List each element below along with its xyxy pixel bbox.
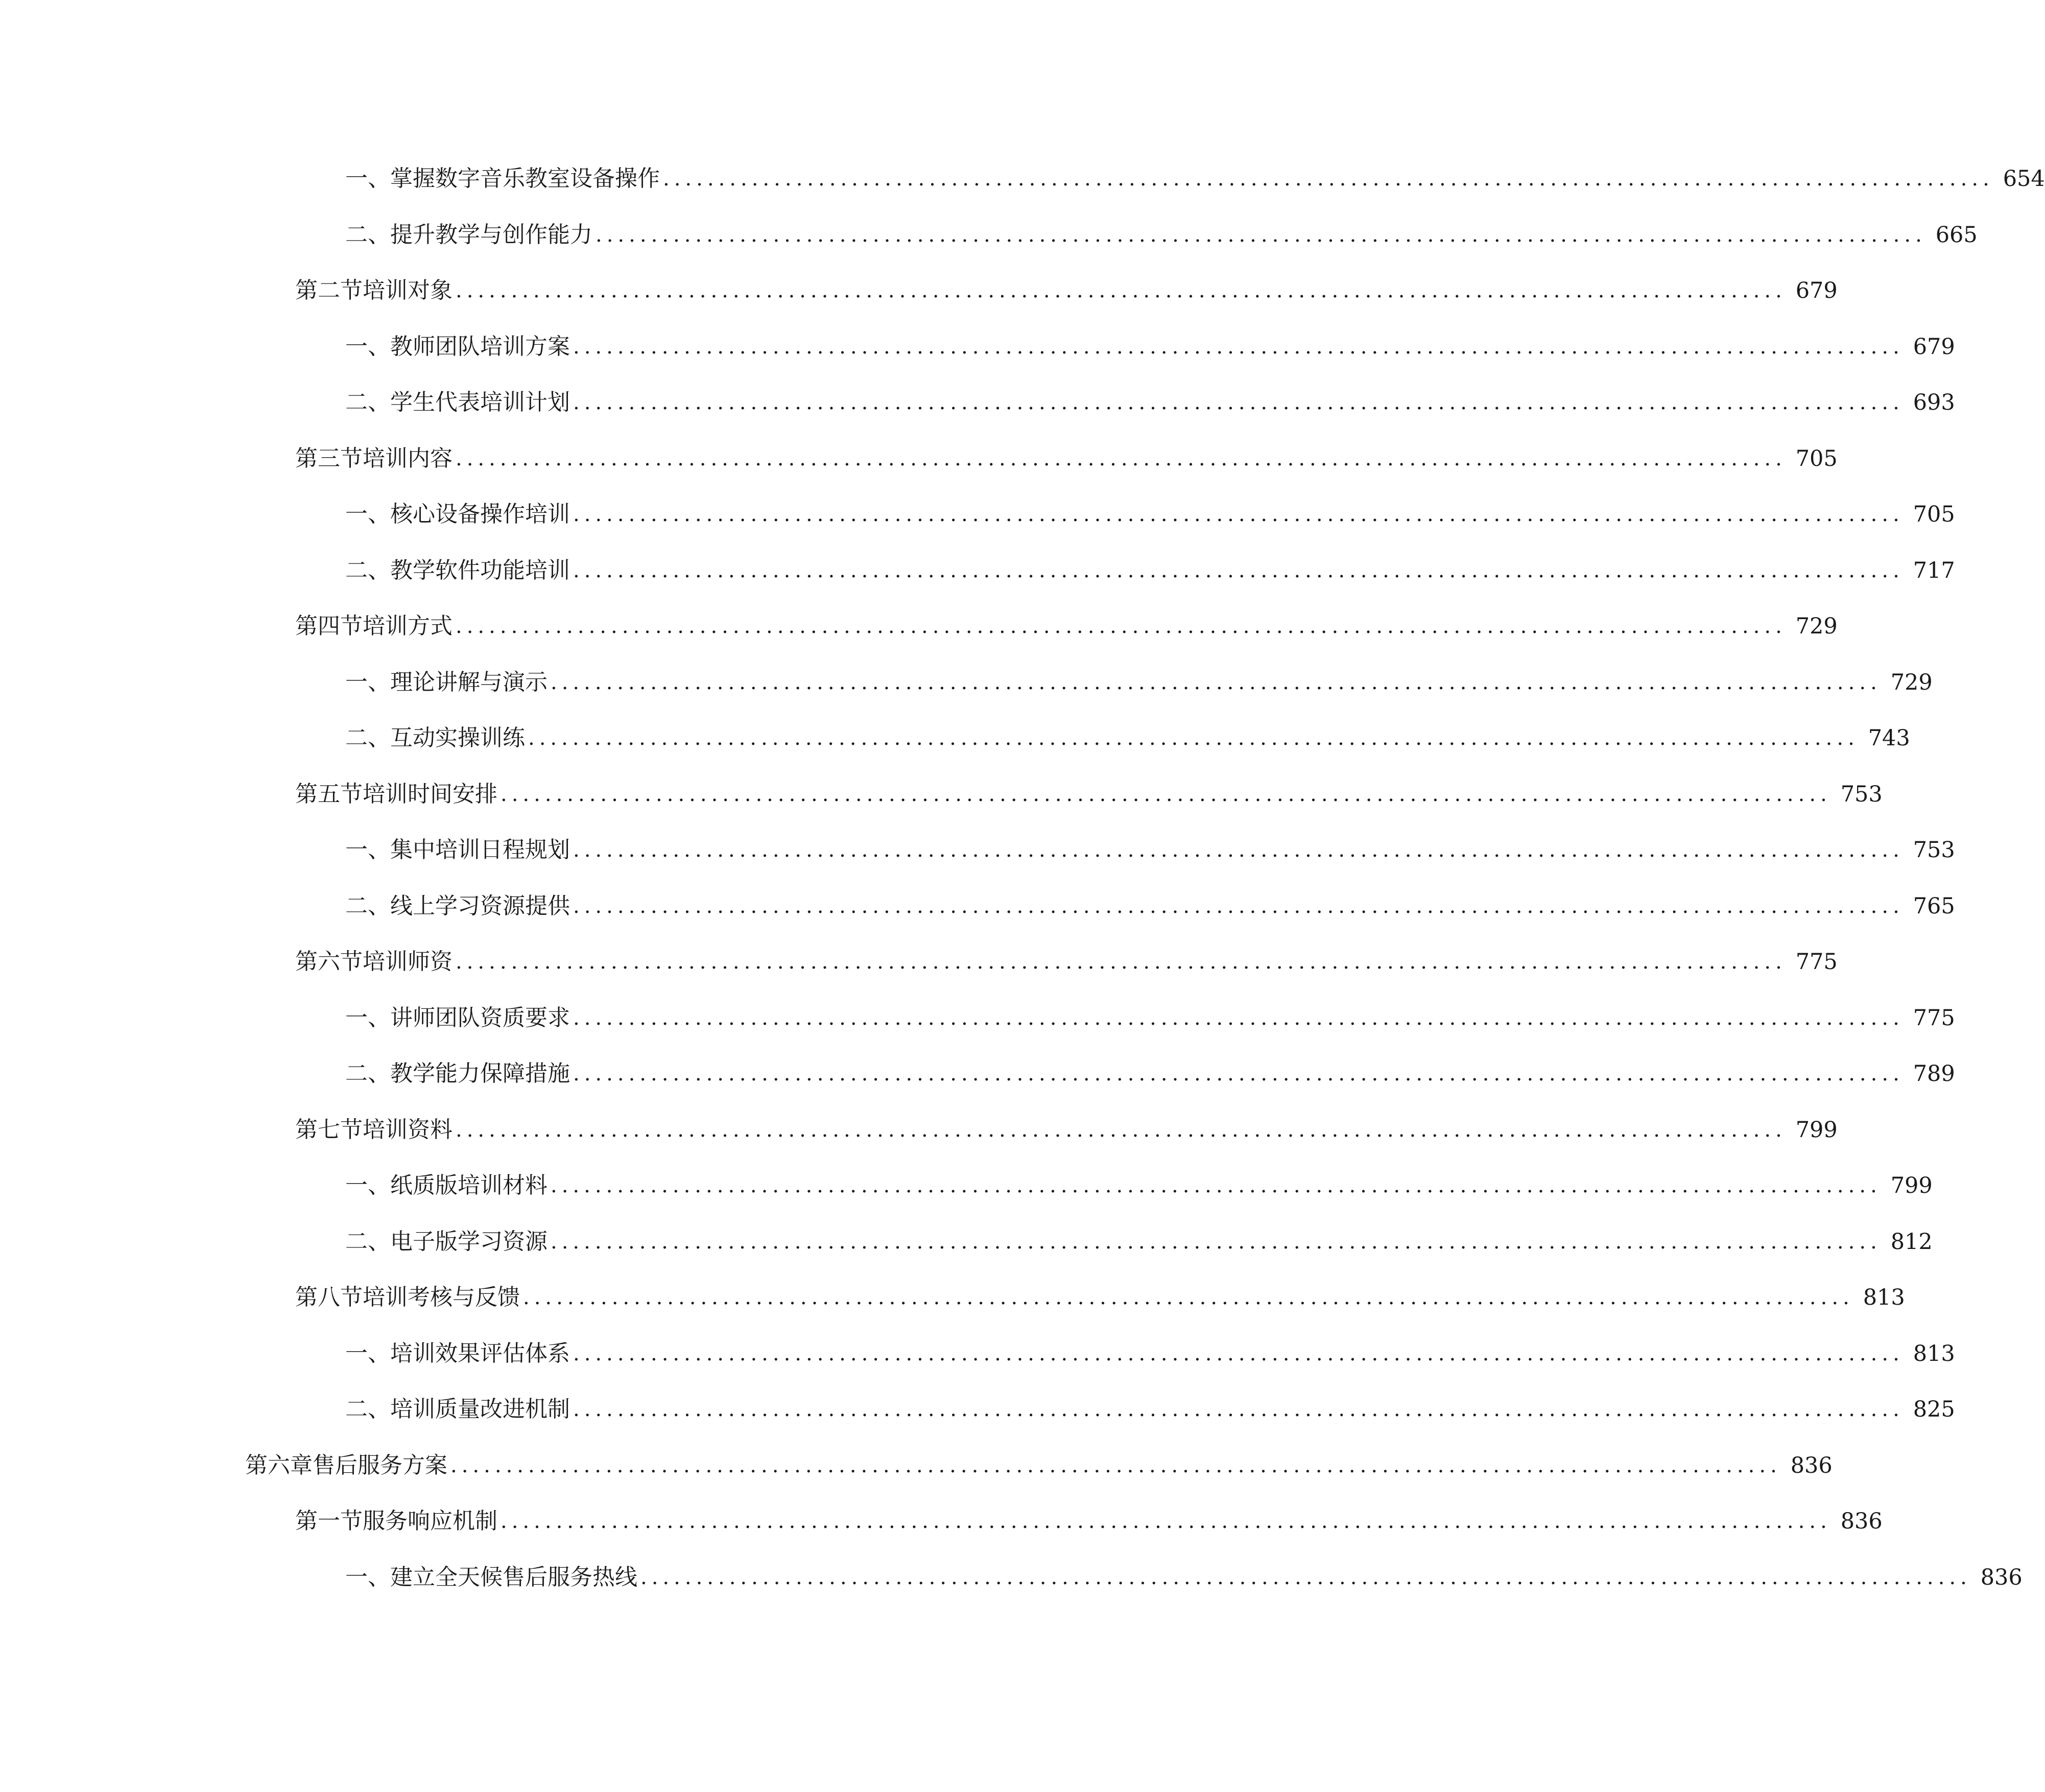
dot-leader: ........................................................................................................................ — [573, 503, 1904, 526]
toc-entry-title: 培训时间安排 — [363, 781, 497, 807]
toc-entry-page-number: 665 — [1935, 222, 1978, 248]
dot-leader: ........................................................................................................................ — [551, 670, 1882, 694]
toc-entry-title: 建立全天候售后服务热线 — [390, 1564, 637, 1590]
toc-entry-item[interactable] — [345, 1389, 1955, 1430]
toc-entry-number: 二、 — [345, 1396, 390, 1422]
toc-entry-title: 培训考核与反馈 — [363, 1284, 520, 1310]
toc-entry-title: 培训方式 — [363, 613, 453, 639]
toc-entry-title: 教学软件功能培训 — [390, 557, 570, 583]
toc-entry-title: 互动实操训练 — [390, 725, 525, 751]
toc-entry-page-number: 753 — [1840, 781, 1883, 807]
toc-entry-number: 一、 — [345, 1004, 390, 1031]
dot-leader: ........................................................................................................................ — [573, 1006, 1904, 1030]
toc-entry-title: 纸质版培训材料 — [390, 1172, 548, 1198]
toc-entry-number: 第二节 — [295, 277, 363, 303]
dot-leader: ........................................................................................................................ — [551, 1230, 1882, 1254]
dot-leader: ........................................................................................................................ — [450, 1453, 1781, 1477]
toc-entry-item[interactable] — [345, 1221, 1933, 1262]
toc-entry-page-number: 836 — [1790, 1452, 1833, 1478]
toc-entry-number: 二、 — [345, 1060, 390, 1087]
toc-entry-page-number: 789 — [1913, 1061, 1955, 1087]
toc-entry-item[interactable] — [345, 886, 1955, 927]
dot-leader: ........................................................................................................................ — [573, 894, 1904, 918]
toc-entry-number: 一、 — [345, 1172, 390, 1198]
toc-entry-number: 第一节 — [295, 1508, 363, 1534]
dot-leader: ........................................................................................................................ — [501, 782, 1832, 806]
toc-entry-number: 二、 — [345, 892, 390, 919]
toc-entry-section[interactable] — [295, 774, 1883, 815]
toc-entry-page-number: 679 — [1913, 334, 1955, 360]
dot-leader: ........................................................................................................................ — [573, 1398, 1904, 1421]
toc-entry-page-number: 813 — [1913, 1340, 1955, 1366]
toc-entry-title: 培训师资 — [363, 949, 453, 975]
toc-entry-title: 核心设备操作培训 — [390, 501, 570, 527]
dot-leader: ........................................................................................................................ — [573, 1062, 1904, 1086]
toc-entry-section[interactable] — [295, 606, 1838, 647]
dot-leader: ........................................................................................................................ — [456, 615, 1787, 638]
toc-entry-section[interactable] — [295, 1110, 1838, 1150]
dot-leader: ........................................................................................................................ — [456, 1118, 1787, 1142]
toc-entry-number: 一、 — [345, 1564, 390, 1590]
toc-entry-title: 集中培训日程规划 — [390, 837, 570, 863]
toc-entry-title: 理论讲解与演示 — [390, 669, 548, 695]
toc-entry-item[interactable] — [345, 215, 1978, 255]
toc-entry-title: 培训内容 — [363, 445, 453, 471]
toc-entry-number: 二、 — [345, 725, 390, 751]
toc-entry-page-number: 836 — [1980, 1564, 2023, 1590]
toc-entry-item[interactable] — [345, 326, 1955, 367]
dot-leader: ........................................................................................................................ — [573, 391, 1904, 414]
toc-entry-title: 服务响应机制 — [363, 1508, 497, 1534]
toc-entry-number: 第八节 — [295, 1284, 363, 1310]
toc-entry-page-number: 729 — [1890, 669, 1933, 695]
toc-entry-page-number: 705 — [1795, 445, 1838, 471]
toc-entry-number: 二、 — [345, 557, 390, 583]
toc-entry-number: 二、 — [345, 221, 390, 248]
toc-entry-title: 讲师团队资质要求 — [390, 1004, 570, 1031]
toc-entry-page-number: 753 — [1913, 837, 1955, 863]
toc-entry-item[interactable] — [345, 1557, 2023, 1598]
toc-entry-item[interactable] — [345, 1333, 1955, 1374]
toc-entry-page-number: 743 — [1868, 725, 1910, 751]
toc-entry-number: 第六章 — [245, 1452, 313, 1478]
toc-entry-title: 学生代表培训计划 — [390, 389, 570, 415]
dot-leader: ........................................................................................................................ — [663, 167, 1994, 191]
dot-leader: ........................................................................................................................ — [596, 223, 1927, 247]
toc-entry-page-number: 825 — [1913, 1397, 1955, 1422]
toc-entry-title: 培训质量改进机制 — [390, 1396, 570, 1422]
dot-leader: ........................................................................................................................ — [551, 1174, 1882, 1197]
toc-entry-number: 一、 — [345, 1340, 390, 1366]
toc-entry-page-number: 775 — [1795, 949, 1838, 975]
toc-entry-section[interactable] — [295, 270, 1838, 311]
dot-leader: ........................................................................................................................ — [573, 838, 1904, 862]
toc-entry-title: 提升教学与创作能力 — [390, 221, 592, 248]
dot-leader: ........................................................................................................................ — [456, 279, 1787, 302]
toc-entry-number: 二、 — [345, 1228, 390, 1255]
toc-entry-title: 教学能力保障措施 — [390, 1060, 570, 1087]
toc-entry-title: 线上学习资源提供 — [390, 892, 570, 919]
toc-entry-item[interactable] — [345, 494, 1955, 535]
toc-entry-section[interactable] — [295, 1277, 1905, 1318]
toc-entry-title: 培训效果评估体系 — [390, 1340, 570, 1366]
toc-entry-number: 第六节 — [295, 949, 363, 975]
toc-entry-number: 第七节 — [295, 1116, 363, 1143]
toc-entry-number: 一、 — [345, 166, 390, 192]
dot-leader: ........................................................................................................................ — [573, 558, 1904, 582]
toc-entry-section[interactable] — [295, 941, 1838, 982]
toc-entry-number: 二、 — [345, 389, 390, 415]
toc-entry-chapter[interactable] — [245, 1445, 1833, 1486]
toc-entry-title: 培训对象 — [363, 277, 453, 303]
dot-leader: ........................................................................................................................ — [523, 1286, 1854, 1309]
toc-entry-page-number: 799 — [1890, 1173, 1933, 1198]
toc-entry-number: 一、 — [345, 837, 390, 863]
toc-entry-page-number: 654 — [2003, 166, 2045, 192]
toc-entry-page-number: 679 — [1795, 278, 1838, 303]
toc-entry-number: 第四节 — [295, 613, 363, 639]
toc-entry-number: 第三节 — [295, 445, 363, 471]
toc-entry-page-number: 765 — [1913, 893, 1955, 919]
toc-entry-number: 第五节 — [295, 781, 363, 807]
toc-entry-number: 一、 — [345, 333, 390, 360]
toc-entry-page-number: 729 — [1795, 614, 1838, 639]
toc-entry-page-number: 813 — [1863, 1285, 1905, 1310]
toc-entry-title: 培训资料 — [363, 1116, 453, 1143]
dot-leader: ........................................................................................................................ — [640, 1565, 1971, 1589]
toc-entry-title: 教师团队培训方案 — [390, 333, 570, 360]
dot-leader: ........................................................................................................................ — [501, 1510, 1832, 1533]
toc-entry-page-number: 812 — [1890, 1229, 1933, 1255]
dot-leader: ........................................................................................................................ — [573, 1341, 1904, 1365]
toc-entry-item[interactable] — [345, 1053, 1955, 1094]
toc-entry-title: 电子版学习资源 — [390, 1228, 548, 1255]
toc-entry-section[interactable] — [295, 438, 1838, 479]
toc-entry-item[interactable] — [345, 830, 1955, 870]
toc-entry-page-number: 693 — [1913, 390, 1955, 415]
dot-leader: ........................................................................................................................ — [528, 726, 1859, 750]
toc-entry-number: 一、 — [345, 501, 390, 527]
toc-entry-item[interactable] — [345, 382, 1955, 423]
toc-entry-item[interactable] — [345, 158, 2045, 199]
toc-entry-page-number: 836 — [1840, 1508, 1883, 1534]
dot-leader: ........................................................................................................................ — [456, 446, 1787, 470]
dot-leader: ........................................................................................................................ — [573, 335, 1904, 359]
toc-entry-page-number: 799 — [1795, 1117, 1838, 1143]
toc-entry-item[interactable] — [345, 550, 1955, 591]
toc-entry-page-number: 705 — [1913, 502, 1955, 527]
toc-entry-title: 掌握数字音乐教室设备操作 — [390, 166, 660, 192]
toc-entry-item[interactable] — [345, 998, 1955, 1039]
toc-entry-page-number: 775 — [1913, 1005, 1955, 1031]
toc-entry-item[interactable] — [345, 662, 1933, 703]
toc-entry-item[interactable] — [345, 718, 1910, 759]
toc-entry-title: 售后服务方案 — [313, 1452, 447, 1478]
toc-entry-item[interactable] — [345, 1165, 1933, 1206]
dot-leader: ........................................................................................................................ — [456, 950, 1787, 974]
toc-entry-section[interactable] — [295, 1501, 1883, 1542]
toc-entry-page-number: 717 — [1913, 557, 1955, 583]
toc-entry-number: 一、 — [345, 669, 390, 695]
